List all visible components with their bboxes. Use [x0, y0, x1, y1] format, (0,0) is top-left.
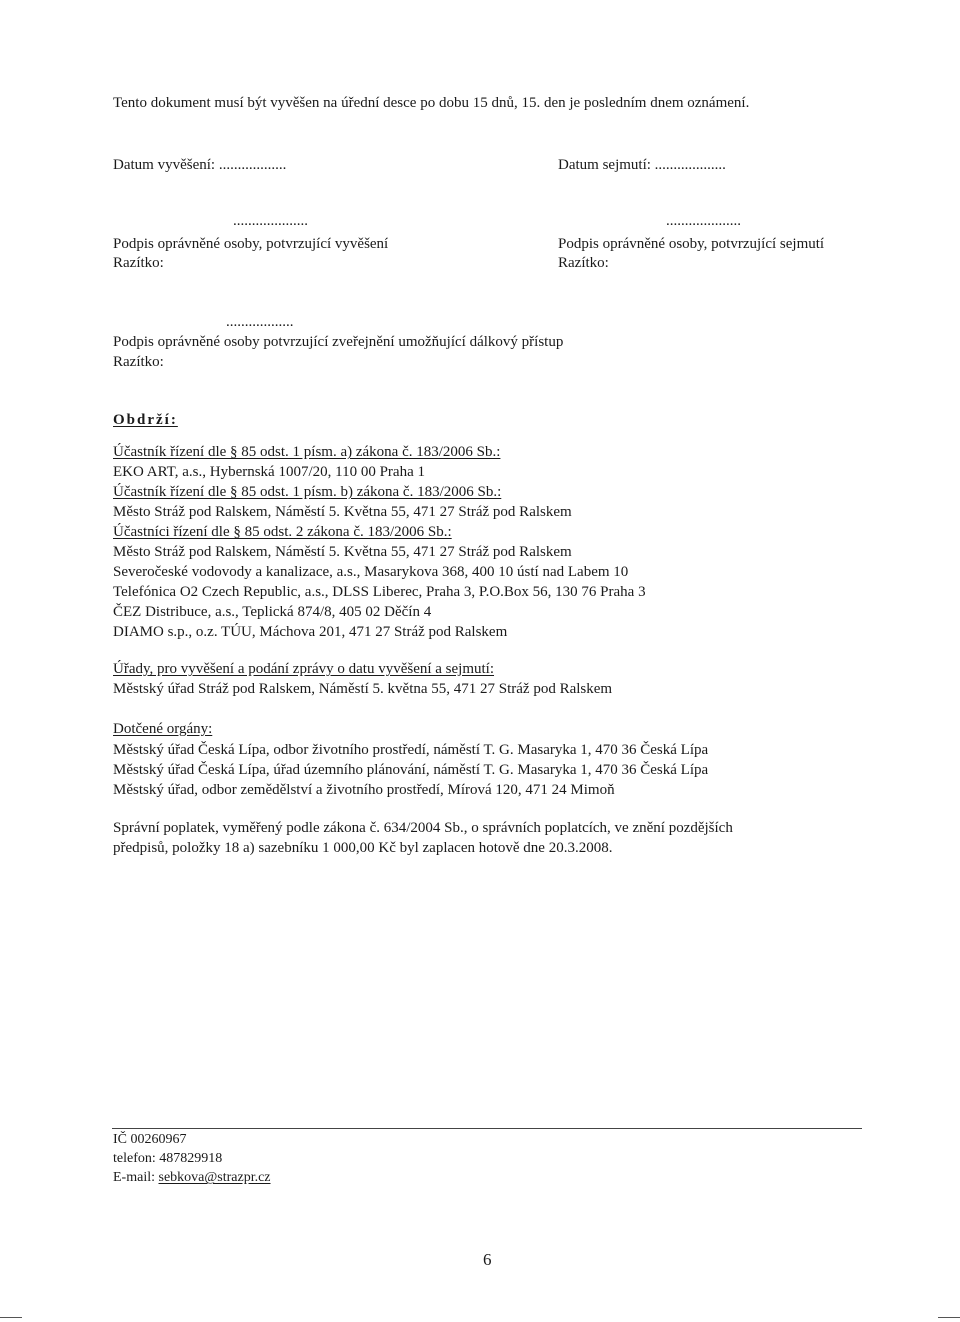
- footer-divider: [112, 1128, 862, 1129]
- posted-signature-caption: Podpis oprávněné osoby, potvrzující vyvěšení: [113, 236, 389, 252]
- footer-ic: IČ 00260967: [113, 1132, 187, 1147]
- recipients-list: [113, 442, 646, 642]
- recipient-line: DIAMO s.p., o.z. TÚU, Máchova 201, 471 27 Stráž pod Ralskem: [113, 624, 508, 640]
- fee-line-2: předpisů, položky 18 a) sazebníku 1 000,00 Kč byl zaplacen hotově dne 20.3.2008.: [113, 840, 613, 856]
- authorities-heading: Dotčené orgány:: [113, 721, 213, 737]
- removed-signature-line: ....................: [666, 213, 741, 229]
- scan-edge-mark-right: [938, 1317, 960, 1318]
- recipient-group-heading: Účastník řízení dle § 85 odst. 1 písm. b) zákona č. 183/2006 Sb.:: [113, 484, 502, 500]
- remote-signature-caption: Podpis oprávněné osoby potvrzující zveřejnění umožňující dálkový přístup: [113, 334, 564, 350]
- recipient-line: Severočeské vodovody a kanalizace, a.s., Masarykova 368, 400 10 ústí nad Labem 10: [113, 564, 629, 580]
- authority-line: Městský úřad Česká Lípa, úřad územního plánování, náměstí T. G. Masaryka 1, 470 36 Česká Lípa: [113, 762, 709, 778]
- posted-date-label: Datum vyvěšení: ..................: [113, 157, 287, 173]
- offices-line: Městský úřad Stráž pod Ralskem, Náměstí 5. května 55, 471 27 Stráž pod Ralskem: [113, 681, 613, 697]
- footer-email-row: [113, 1169, 271, 1186]
- posted-signature-line: ....................: [233, 213, 308, 229]
- footer-phone: telefon: 487829918: [113, 1151, 223, 1166]
- posting-notice: Tento dokument musí být vyvěšen na úřední desce po dobu 15 dnů, 15. den je posledním dnem oznámení.: [113, 95, 750, 111]
- removed-date-label: Datum sejmutí: ...................: [558, 157, 726, 173]
- recipient-line: Město Stráž pod Ralskem, Náměstí 5. Května 55, 471 27 Stráž pod Ralskem: [113, 504, 572, 520]
- recipients-heading: Obdrží:: [113, 412, 178, 428]
- recipient-line: ČEZ Distribuce, a.s., Teplická 874/8, 405 02 Děčín 4: [113, 604, 432, 620]
- authorities-list: [113, 740, 708, 800]
- page-number: 6: [483, 1250, 492, 1269]
- offices-heading: Úřady, pro vyvěšení a podání zprávy o datu vyvěšení a sejmutí:: [113, 661, 495, 677]
- recipient-group-heading: Účastník řízení dle § 85 odst. 1 písm. a) zákona č. 183/2006 Sb.:: [113, 444, 501, 460]
- recipient-line: Telefónica O2 Czech Republic, a.s., DLSS Liberec, Praha 3, P.O.Box 56, 130 76 Praha 3: [113, 584, 646, 600]
- remote-signature-line: ..................: [226, 314, 294, 330]
- posted-stamp-label: Razítko:: [113, 255, 164, 271]
- remote-stamp-label: Razítko:: [113, 354, 164, 370]
- recipient-group-heading: Účastníci řízení dle § 85 odst. 2 zákona č. 183/2006 Sb.:: [113, 524, 452, 540]
- removed-signature-caption: Podpis oprávněné osoby, potvrzující sejmutí: [558, 236, 825, 252]
- footer-email-link[interactable]: sebkova@strazpr.cz: [158, 1170, 271, 1185]
- footer-email-label: E-mail:: [113, 1170, 159, 1185]
- recipient-line: Město Stráž pod Ralskem, Náměstí 5. Května 55, 471 27 Stráž pod Ralskem: [113, 544, 572, 560]
- removed-stamp-label: Razítko:: [558, 255, 609, 271]
- scan-edge-mark-left: [0, 1317, 22, 1318]
- fee-line-1: Správní poplatek, vyměřený podle zákona č. 634/2004 Sb., o správních poplatcích, ve znění pozdějších: [113, 820, 733, 836]
- authority-line: Městský úřad, odbor zemědělství a životního prostředí, Mírová 120, 471 24 Mimoň: [113, 782, 615, 798]
- recipient-line: EKO ART, a.s., Hybernská 1007/20, 110 00 Praha 1: [113, 464, 425, 480]
- authority-line: Městský úřad Česká Lípa, odbor životního prostředí, náměstí T. G. Masaryka 1, 470 36 Česká Lípa: [113, 742, 709, 758]
